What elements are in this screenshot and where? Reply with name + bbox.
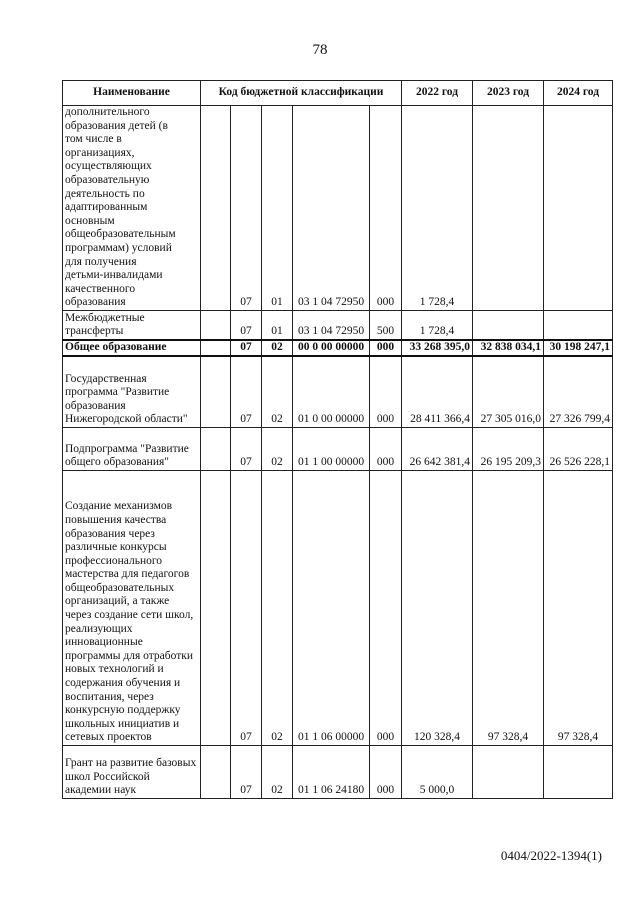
table-row [63,106,613,311]
code-cell: 07 [231,340,262,356]
code-cell: 01 1 00 00000 [293,428,370,471]
code-cell: 000 [370,106,402,311]
value-2024 [544,311,613,341]
value-2022: 33 268 395,0 [402,340,473,356]
code-cell: 000 [370,428,402,471]
value-2024: 26 526 228,1 [544,428,613,471]
value-2024 [544,746,613,799]
table-row [63,340,613,356]
value-2022: 5 000,0 [402,746,473,799]
value-2023: 26 195 209,3 [473,428,544,471]
value-2022: 1 728,4 [402,106,473,311]
budget-table [62,80,613,799]
table-header-row [63,81,613,106]
code-cell [201,340,231,356]
code-cell [201,428,231,471]
code-cell: 07 [231,428,262,471]
code-cell: 01 [262,311,293,341]
table-row [63,356,613,428]
code-cell: 000 [370,340,402,356]
header-code: Код бюджетной классификации [201,81,402,106]
value-2023 [473,311,544,341]
value-2022: 28 411 366,4 [402,356,473,428]
row-name: дополнительного образования детей (в том числе в организациях, осуществляющих образовательную деятельность по адаптированным основным общеобразовательным программам) условий для получения детьми-инвалидами качественного образования [63,106,201,311]
value-2022: 26 642 381,4 [402,428,473,471]
code-cell [201,356,231,428]
row-name: Создание механизмов повышения качества образования через различные конкурсы профессионального мастерства для педагогов общеобразовательных организаций, а также через создание сети школ, реализующих инновационные программы для отработки новых технологий и содержания обучения и воспитания, через конкурсную поддержку школьных инициатив и сетевых проектов [63,471,201,746]
code-cell: 01 0 00 00000 [293,356,370,428]
code-cell: 000 [370,356,402,428]
table-row [63,311,613,341]
code-cell: 02 [262,340,293,356]
header-name: Наименование [63,81,201,106]
code-cell: 02 [262,356,293,428]
value-2023 [473,746,544,799]
header-2024: 2024 год [544,81,613,106]
table-row [63,746,613,799]
code-cell: 07 [231,356,262,428]
code-cell: 02 [262,428,293,471]
code-cell: 02 [262,471,293,746]
code-cell: 07 [231,746,262,799]
code-cell: 07 [231,471,262,746]
row-name: Межбюджетные трансферты [63,311,201,341]
code-cell: 000 [370,471,402,746]
row-name: Общее образование [63,340,201,356]
row-name: Государственная программа "Развитие образования Нижегородской области" [63,356,201,428]
code-cell: 000 [370,746,402,799]
value-2024 [544,106,613,311]
value-2023 [473,106,544,311]
code-cell: 01 [262,106,293,311]
code-cell: 07 [231,106,262,311]
code-cell: 02 [262,746,293,799]
code-cell [201,311,231,341]
value-2024: 30 198 247,1 [544,340,613,356]
value-2023: 97 328,4 [473,471,544,746]
code-cell: 03 1 04 72950 [293,311,370,341]
code-cell: 07 [231,311,262,341]
table-row [63,428,613,471]
page-number: 78 [312,42,328,58]
value-2024: 27 326 799,4 [544,356,613,428]
code-cell: 500 [370,311,402,341]
value-2023: 27 305 016,0 [473,356,544,428]
code-cell [201,471,231,746]
code-cell [201,746,231,799]
header-2023: 2023 год [473,81,544,106]
value-2022: 1 728,4 [402,311,473,341]
document-code: 0404/2022-1394(1) [500,848,602,863]
row-name: Подпрограмма "Развитие общего образования" [63,428,201,471]
code-cell: 01 1 06 00000 [293,471,370,746]
code-cell [201,106,231,311]
value-2024: 97 328,4 [544,471,613,746]
table-row [63,471,613,746]
code-cell: 03 1 04 72950 [293,106,370,311]
value-2023: 32 838 034,1 [473,340,544,356]
code-cell: 00 0 00 00000 [293,340,370,356]
row-name: Грант на развитие базовых школ Российской академии наук [63,746,201,799]
value-2022: 120 328,4 [402,471,473,746]
header-2022: 2022 год [402,81,473,106]
code-cell: 01 1 06 24180 [293,746,370,799]
